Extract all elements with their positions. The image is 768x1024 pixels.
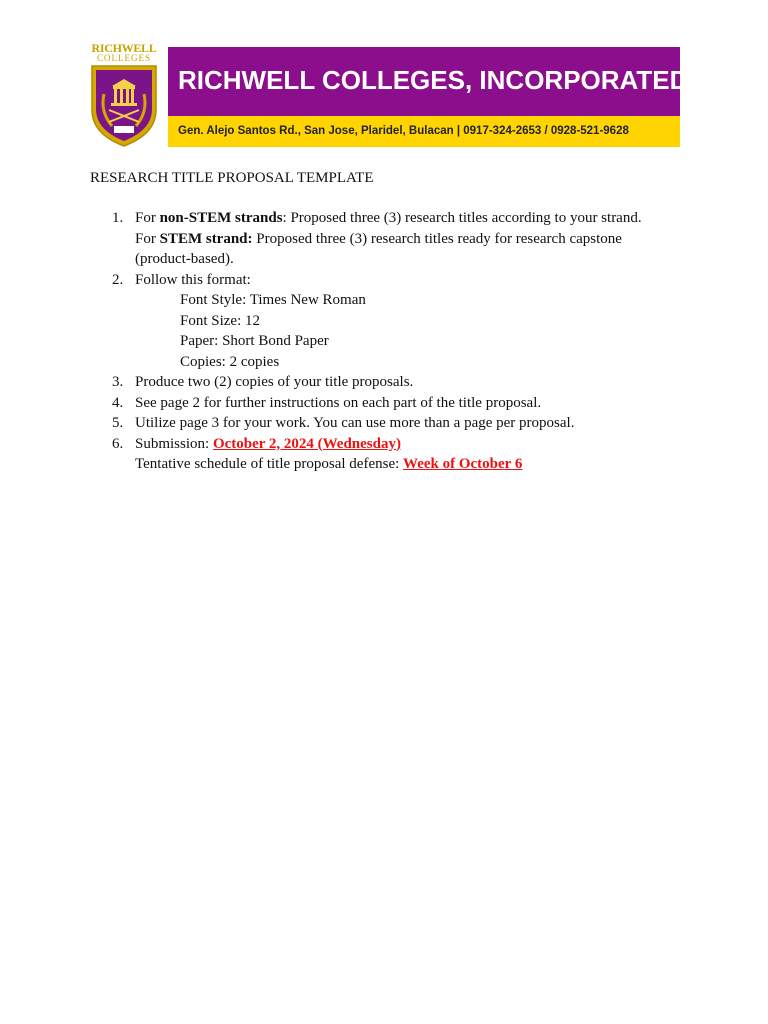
item-number: 4. (112, 394, 124, 411)
submission-label: Submission: (135, 435, 213, 452)
item-number: 2. (112, 271, 124, 288)
item-number: 6. (112, 435, 124, 452)
item-text: Follow this format: (135, 271, 251, 288)
defense-label: Tentative schedule of title proposal defense: (135, 456, 404, 472)
item-number: 5. (112, 415, 124, 431)
format-copies: Copies: 2 copies (180, 353, 280, 370)
item-text: See page 2 for further instructions on each part of the title proposal. (135, 394, 542, 411)
defense-line (135, 454, 690, 475)
item-line: For STEM strand: Proposed three (3) research titles ready for research capstone (135, 230, 622, 247)
item-number: 1. (112, 210, 124, 226)
list-item (90, 413, 690, 434)
stem-label: STEM strand: (159, 230, 253, 247)
format-font-size: Font Size: 12 (180, 312, 261, 329)
item-line: (product-based). (135, 251, 234, 267)
instruction-list (90, 208, 690, 475)
college-name: RICHWELL COLLEGES, INCORPORATED (178, 65, 689, 95)
item-number: 3. (112, 374, 124, 390)
item-line: For non-STEM strands: Proposed three (3) research titles according to your strand. (135, 210, 642, 226)
logo-name: RICHWELL (91, 41, 157, 55)
item-text: Produce two (2) copies of your title proposals. (135, 374, 414, 390)
format-font-style: Font Style: Times New Roman (180, 292, 366, 308)
defense-date: Week of October 6 (403, 456, 523, 472)
college-address: Gen. Alejo Santos Rd., San Jose, Plaridel, Bulacan | 0917-324-2653 / 0928-521-9628 (178, 125, 629, 137)
college-name-banner (168, 47, 689, 116)
address-bar (168, 116, 680, 147)
list-item (90, 208, 690, 270)
college-logo (88, 42, 160, 148)
submission-line (135, 434, 690, 455)
letterhead (88, 41, 689, 148)
list-item (90, 434, 690, 475)
list-item (90, 270, 690, 373)
item-text: Utilize page 3 for your work. You can use more than a page per proposal. (135, 415, 575, 431)
non-stem-label: non-STEM strands (159, 210, 283, 226)
list-item (90, 372, 690, 393)
shield-crest-icon (90, 64, 158, 148)
document-title: RESEARCH TITLE PROPOSAL TEMPLATE (90, 170, 374, 186)
list-item (90, 393, 690, 414)
format-paper: Paper: Short Bond Paper (180, 333, 329, 349)
logo-subtitle: COLLEGES (97, 53, 151, 63)
submission-date: October 2, 2024 (Wednesday) (212, 435, 401, 452)
